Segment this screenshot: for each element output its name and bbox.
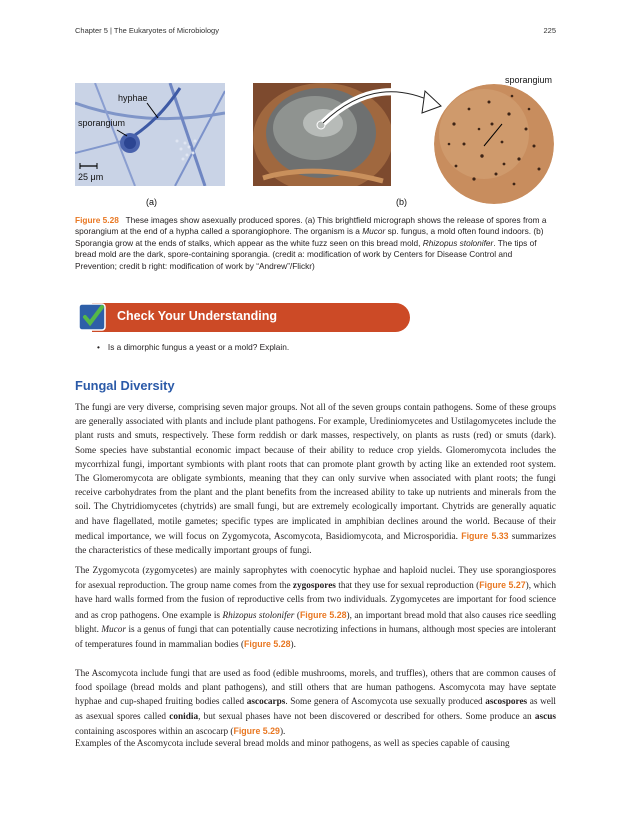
text: ).	[279, 726, 286, 737]
key-term: zygospores	[292, 581, 336, 592]
figure-5-28	[75, 75, 557, 208]
panel-label-a: (a)	[146, 197, 157, 207]
key-term: ascocarps	[246, 697, 286, 708]
running-header: Chapter 5 | The Eukaryotes of Microbiology	[75, 26, 219, 35]
bullet-marker: •	[97, 342, 100, 352]
banner-title: Check Your Understanding	[117, 309, 277, 323]
text: Examples of the Ascomycota include several bread molds and minor pathogens, as well as species capable of causing	[75, 739, 510, 749]
figure-link[interactable]: Figure 5.28	[244, 639, 291, 650]
text: The Zygomycota (zygomycetes) are mainly saprophytes with coenocytic hyphae and haploid nuclei. They use sporangiospores for asexual reproduction. The group name comes from the	[75, 566, 556, 592]
genus-name: Mucor	[101, 624, 127, 635]
scale-bar-label: 25 μm	[78, 172, 104, 182]
paragraph	[75, 737, 556, 751]
page-number: 225	[543, 26, 556, 35]
text: as well as asexual spores called	[75, 697, 556, 722]
key-term: conidia	[169, 711, 199, 722]
checkmark-icon	[78, 303, 106, 331]
caption-italic: Mucor	[362, 226, 386, 237]
caption-text: . The tips of bread mold are the dark, spore-containing sporangia. (credit a: modification of work by Centers for Disease Control and Prevention; credit b right: modification of work by “Andrew”/Flickr)	[75, 237, 537, 271]
caption-text: sp. fungus, a mold often found indoors. (b) Sporangia grow at the ends of stalks, which appear as the white fuzz seen on this bread mold,	[75, 226, 544, 248]
text: ), an important bread mold that also causes rice seedling blight.	[75, 610, 557, 635]
figure-link[interactable]: Figure 5.27	[479, 580, 526, 591]
section-heading: Fungal Diversity	[75, 378, 175, 393]
text: is a genus of fungi that can potentially cause necrotizing infections in humans, although most species are intolerant of temperatures found in mammalian bodies (	[75, 624, 556, 651]
paragraph	[75, 401, 556, 558]
paragraph	[75, 564, 556, 652]
text: summarizes the characteristics of these medically important groups of fungi.	[75, 531, 556, 557]
panel-label-b: (b)	[396, 197, 407, 207]
text: ), which have hard walls formed from the fusion of reproductive cells from two individuals. Zygomycetes are important for food science and as crop pathogens. One example is	[75, 581, 557, 621]
text: , but sexual phases have not been discovered or described for others. Some produce an	[198, 711, 535, 722]
figure-link[interactable]: Figure 5.29	[233, 725, 280, 736]
species-name: Rhizopus stolonifer	[222, 610, 295, 621]
figure-number: Figure 5.28	[75, 215, 119, 225]
key-term: ascus	[534, 711, 556, 722]
figure-caption	[75, 215, 555, 272]
text: that they use for sexual reproduction (	[335, 581, 480, 592]
text: The fungi are very diverse, comprising seven major groups. Not all of the seven groups contain pathogens. Some of these groups are generally associated with plants and include plant pathogens. For example, Urediniomycetes and Ustilagomycetes include the plant rusts and smuts, respectively. These form reddish or dark masses, respectively, on plants as rusts (red) or smuts (dark). Some species have substantial economic impact because of their ability to reduce crop yields. Glomeromycota includes the mycorrhizal fungi, important symbionts with plant roots that can promote plant growth by acting like an extended root system. The Glomeromycota are obligate symbionts, meaning that they can only survive when associated with plant roots; the fungi receive carbohydrates from the plant and the plant benefits from the increased ability to take up nutrients and minerals from the soil. The Chytridiomycetes (chytrids) are small fungi, but are extremely ecologically important. Chytrids are generally aquatic and have flagellated, motile gametes; specific types are implicated in amphibian declines around the world. Because of their medical importance, we will focus on Zygomycota, Ascomycota, Basidiomycota, and Microsporidia.	[75, 403, 556, 542]
text: (	[294, 610, 300, 621]
text: ).	[290, 640, 296, 651]
caption-text: These images show asexually produced spores. (a) This brightfield micrograph shows the release of spores from a sporangium at the end of a hypha called a sporangiophore. The organism is a	[75, 215, 547, 237]
paragraph	[75, 667, 556, 739]
label-sporangium-a: sporangium	[78, 118, 126, 128]
text: . Some genera of Ascomycota use sexually produced	[285, 697, 486, 708]
figure-link[interactable]: Figure 5.28	[299, 609, 347, 620]
label-hyphae: hyphae	[118, 93, 148, 103]
label-sporangium-c: sporangium	[505, 75, 553, 85]
question-text: Is a dimorphic fungus a yeast or a mold? Explain.	[107, 342, 290, 352]
figure-link[interactable]: Figure 5.33	[461, 530, 509, 541]
text: The Ascomycota include fungi that are used as food (edible mushrooms, morels, and truffles), others that are common causes of food spoilage (bread molds and plant pathogens), and still others that are human pathogens. Ascomycota may have septate hyphae and cup-shaped fruiting bodies called	[75, 669, 556, 708]
key-term: ascospores	[485, 697, 528, 708]
text: containing ascospores within an ascocarp (	[75, 726, 234, 737]
caption-italic: Rhizopus stolonifer	[422, 237, 494, 248]
check-understanding-banner	[78, 302, 410, 332]
list-item	[97, 342, 289, 352]
zoom-arrow	[75, 73, 557, 213]
